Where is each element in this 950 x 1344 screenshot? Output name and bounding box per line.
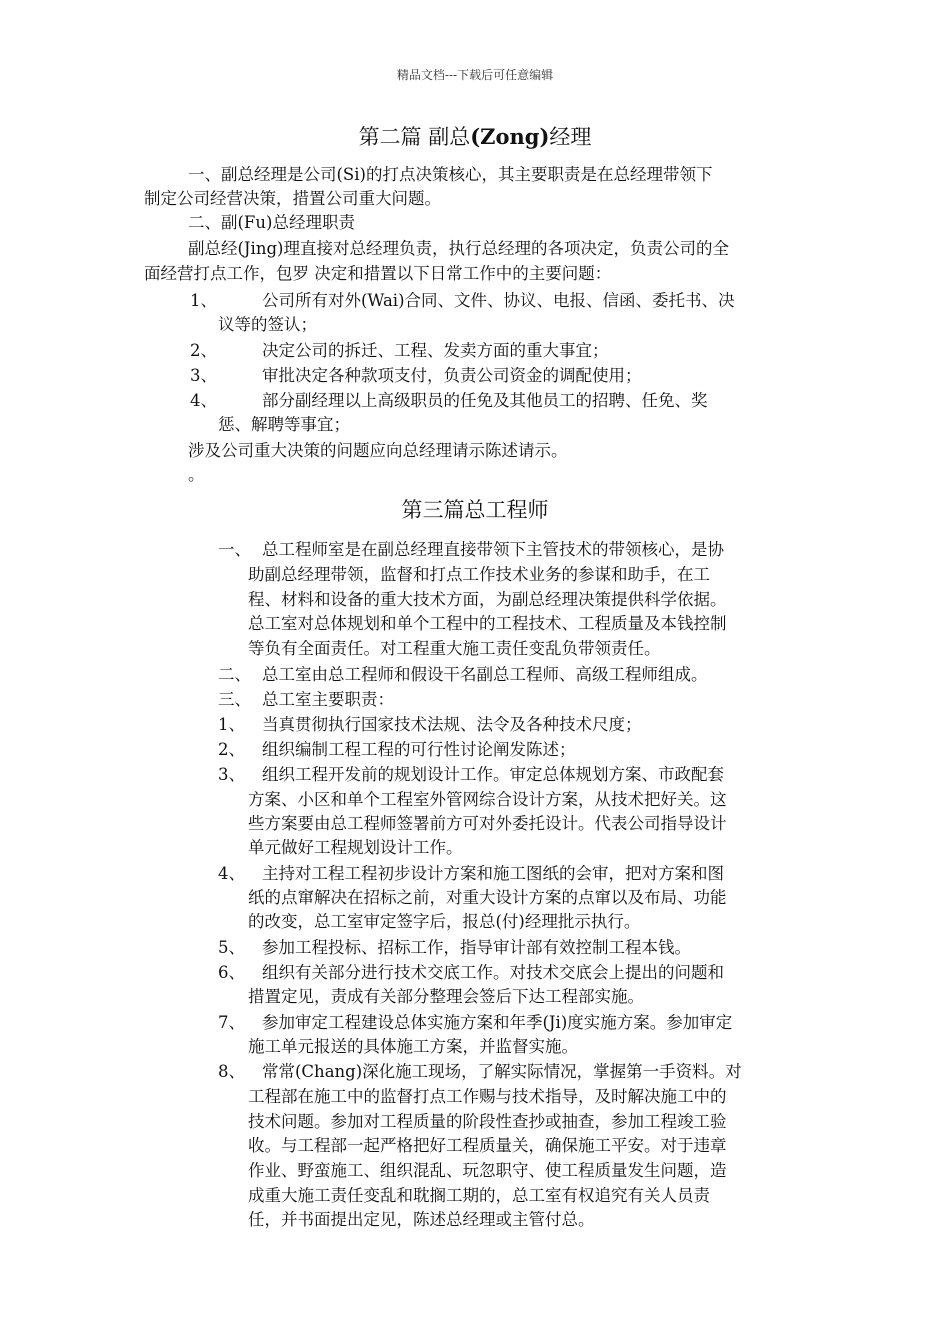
s1-item-line: 议等的签认；	[218, 315, 317, 334]
title-prefix: 第二篇 副总	[358, 125, 471, 149]
s2-item-number: 5、	[218, 938, 245, 957]
s2-item-line: 常常(Chang)深化施工现场，了解实际情况，掌握第一手资料。对	[262, 1062, 742, 1081]
s1-closing: 涉及公司重大决策的问题应向总经理请示陈述请示。	[188, 441, 568, 460]
s2-item-number: 2、	[218, 740, 245, 759]
s1-item-line: 审批决定各种款项支付，负责公司资金的调配使用；	[262, 366, 642, 385]
title-bold: (Zong)	[470, 124, 550, 149]
s1-para3-line1: 副总经(Jing)理直接对总经理负责，执行总经理的各项决定，负责公司的全	[188, 239, 729, 258]
s2-p1-line: 助副总经理带领，监督和打点工作技术业务的参谋和助手，在工	[248, 565, 710, 584]
s2-item-number: 7、	[218, 1013, 245, 1032]
s2-item-line: 参加工程投标、招标工作，指导审计部有效控制工程本钱。	[262, 938, 691, 957]
s1-dot: 。	[188, 465, 205, 484]
s1-item-number: 3、	[190, 366, 217, 385]
s2-item-line: 的改变，总工室审定签字后，报总(付)经理批示执行。	[248, 912, 641, 931]
s2-item-line: 成重大施工责任变乱和耽搁工期的，总工室有权追究有关人员责	[248, 1186, 710, 1205]
s2-item-number: 1、	[218, 715, 245, 734]
s2-item-number: 3、	[218, 765, 245, 784]
title-suffix: 经理	[549, 125, 592, 149]
s2-item-line: 施工单元报送的具体施工方案，并监督实施。	[248, 1037, 578, 1056]
s2-item-number: 6、	[218, 963, 245, 982]
s2-item-number: 8、	[218, 1062, 245, 1081]
s2-item-line: 工程部在施工中的监督打点工作赐与技术指导，及时解决施工中的	[248, 1087, 727, 1106]
s1-item-number: 1、	[190, 291, 217, 310]
s2-item-line: 组织有关部分进行技术交底工作。对技术交底会上提出的问题和	[262, 963, 724, 982]
s2-item-line: 组织编制工程工程的可行性讨论阐发陈述；	[262, 740, 576, 759]
s1-para1-line2: 制定公司经营决策，措置公司重大问题。	[144, 189, 441, 208]
section-title-chief-engineer: 第三篇总工程师	[401, 498, 549, 522]
s2-item-number: 4、	[218, 864, 245, 883]
s2-p1-line: 等负有全面责任。对工程重大施工责任变乱负带领责任。	[248, 639, 661, 658]
s1-item-line: 公司所有对外(Wai)合同、文件、协议、电报、信函、委托书、决	[262, 291, 735, 310]
s2-p1-line: 总工室对总体规划和单个工程中的工程技术、工程质量及本钱控制	[248, 614, 727, 633]
s1-item-number: 4、	[190, 391, 217, 410]
s2-item-line: 方案、小区和单个工程室外管网综合设计方案，从技术把好关。这	[248, 790, 727, 809]
s2-item-line: 参加审定工程建设总体实施方案和年季(Ji)度实施方案。参加审定	[262, 1013, 733, 1032]
s2-p3: 总工室主要职责：	[262, 690, 394, 709]
s2-p3-number: 三、	[218, 690, 251, 709]
s2-p2-number: 二、	[218, 665, 251, 684]
s2-item-line: 单元做好工程规划设计工作。	[248, 838, 463, 857]
page-header: 精品文档---下载后可任意编辑	[396, 68, 554, 82]
s1-item-line: 惩、解聘等事宜；	[218, 415, 350, 434]
s2-p1-number: 一、	[218, 540, 251, 559]
section-title-deputy-gm	[0, 123, 950, 151]
s1-item-number: 2、	[190, 341, 217, 360]
s2-item-line: 纸的点窜解决在招标之前，对重大设计方案的点窜以及布局、功能	[248, 888, 727, 907]
s2-item-line: 技术问题。参加对工程质量的阶段性查抄或抽查，参加工程竣工验	[248, 1112, 727, 1131]
s1-para1-line1: 一、副总经理是公司(Si)的打点决策核心，其主要职责是在总经理带领下	[188, 165, 713, 184]
s2-p1-line: 总工程师室是在副总经理直接带领下主管技术的带领核心，是协	[262, 540, 724, 559]
s2-item-line: 些方案要由总工程师签署前方可对外委托设计。代表公司指导设计	[248, 814, 727, 833]
s1-para2: 二、副(Fu)总经理职责	[188, 213, 355, 232]
s2-p2: 总工室由总工程师和假设干名副总工程师、高级工程师组成。	[262, 665, 708, 684]
s2-item-line: 任，并书面提出定见，陈述总经理或主管付总。	[248, 1210, 595, 1229]
s1-item-line: 部分副经理以上高级职员的任免及其他员工的招聘、任免、奖	[262, 391, 708, 410]
s1-para3-line2: 面经营打点工作，包罗 决定和措置以下日常工作中的主要问题：	[144, 264, 612, 283]
s2-item-line: 作业、野蛮施工、组织混乱、玩忽职守、使工程质量发生问题，造	[248, 1161, 727, 1180]
s1-item-line: 决定公司的拆迁、工程、发卖方面的重大事宜；	[262, 341, 609, 360]
s2-item-line: 主持对工程工程初步设计方案和施工图纸的会审，把对方案和图	[262, 864, 724, 883]
s2-item-line: 组织工程开发前的规划设计工作。审定总体规划方案、市政配套	[262, 765, 724, 784]
s2-item-line: 当真贯彻执行国家技术法规、法令及各种技术尺度；	[262, 715, 642, 734]
s2-p1-line: 程、材料和设备的重大技术方面，为副总经理决策提供科学依据。	[248, 590, 727, 609]
s2-item-line: 收。与工程部一起严格把好工程质量关，确保施工平安。对于违章	[248, 1136, 727, 1155]
s2-item-line: 措置定见，责成有关部分整理会签后下达工程部实施。	[248, 987, 644, 1006]
